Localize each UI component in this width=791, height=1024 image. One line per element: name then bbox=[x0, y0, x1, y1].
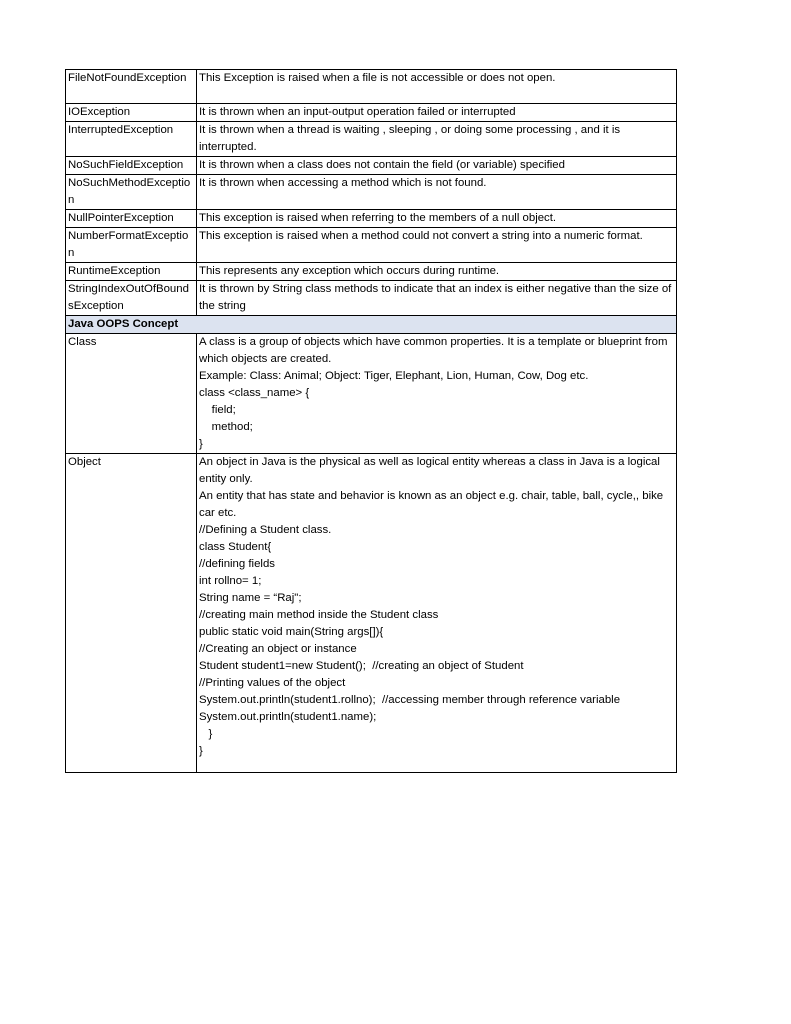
concept-name: Object bbox=[66, 454, 197, 773]
exception-description: It is thrown when a thread is waiting , sleeping , or doing some processing , and it is interrupted. bbox=[197, 122, 677, 157]
exception-description: This Exception is raised when a file is not accessible or does not open. bbox=[197, 70, 677, 104]
table-row bbox=[66, 122, 677, 157]
exception-description: It is thrown when a class does not contain the field (or variable) specified bbox=[197, 157, 677, 175]
concept-name: Class bbox=[66, 334, 197, 454]
section-header-row bbox=[66, 316, 677, 334]
table-row bbox=[66, 334, 677, 454]
table-row bbox=[66, 70, 677, 104]
exception-name: InterruptedException bbox=[66, 122, 197, 157]
exception-name: NoSuchMethodExceptio n bbox=[66, 175, 197, 210]
exception-name: NullPointerException bbox=[66, 210, 197, 228]
table-row bbox=[66, 157, 677, 175]
exception-description: This exception is raised when a method could not convert a string into a numeric format. bbox=[197, 228, 677, 263]
table-row bbox=[66, 175, 677, 210]
exception-name: StringIndexOutOfBound sException bbox=[66, 281, 197, 316]
exception-name: RuntimeException bbox=[66, 263, 197, 281]
table-row bbox=[66, 263, 677, 281]
exception-description: It is thrown when accessing a method which is not found. bbox=[197, 175, 677, 210]
exception-description: This represents any exception which occurs during runtime. bbox=[197, 263, 677, 281]
exception-name: NumberFormatExceptio n bbox=[66, 228, 197, 263]
exception-description: It is thrown when an input-output operation failed or interrupted bbox=[197, 104, 677, 122]
concept-description: An object in Java is the physical as well as logical entity whereas a class in Java is a logical entity only. An entity that has state and behavior is known as an object e.g. chair, table, ball, cycle,, bike car etc. //Defining a Student class. class Student{ //defining fields int rollno= 1; String name = “Raj"; //creating main method inside the Student class public static void main(String args[]){ //Creating an object or instance Student student1=new Student(); //creating an object of Student //Printing values of the object System.out.println(student1.rollno); //accessing member through reference variable System.out.println(student1.name); } } bbox=[197, 454, 677, 773]
table-row bbox=[66, 281, 677, 316]
java-reference-table bbox=[65, 69, 677, 773]
exception-name: NoSuchFieldException bbox=[66, 157, 197, 175]
table-row bbox=[66, 210, 677, 228]
exception-description: It is thrown by String class methods to indicate that an index is either negative than the size of the string bbox=[197, 281, 677, 316]
section-title: Java OOPS Concept bbox=[66, 316, 677, 334]
concept-description: A class is a group of objects which have common properties. It is a template or blueprint from which objects are created. Example: Class: Animal; Object: Tiger, Elephant, Lion, Human, Cow, Dog etc. class <class_name> { field; method; } bbox=[197, 334, 677, 454]
table-row bbox=[66, 454, 677, 773]
table-row bbox=[66, 104, 677, 122]
exception-description: This exception is raised when referring to the members of a null object. bbox=[197, 210, 677, 228]
table-row bbox=[66, 228, 677, 263]
exception-name: IOException bbox=[66, 104, 197, 122]
exception-name: FileNotFoundException bbox=[66, 70, 197, 104]
